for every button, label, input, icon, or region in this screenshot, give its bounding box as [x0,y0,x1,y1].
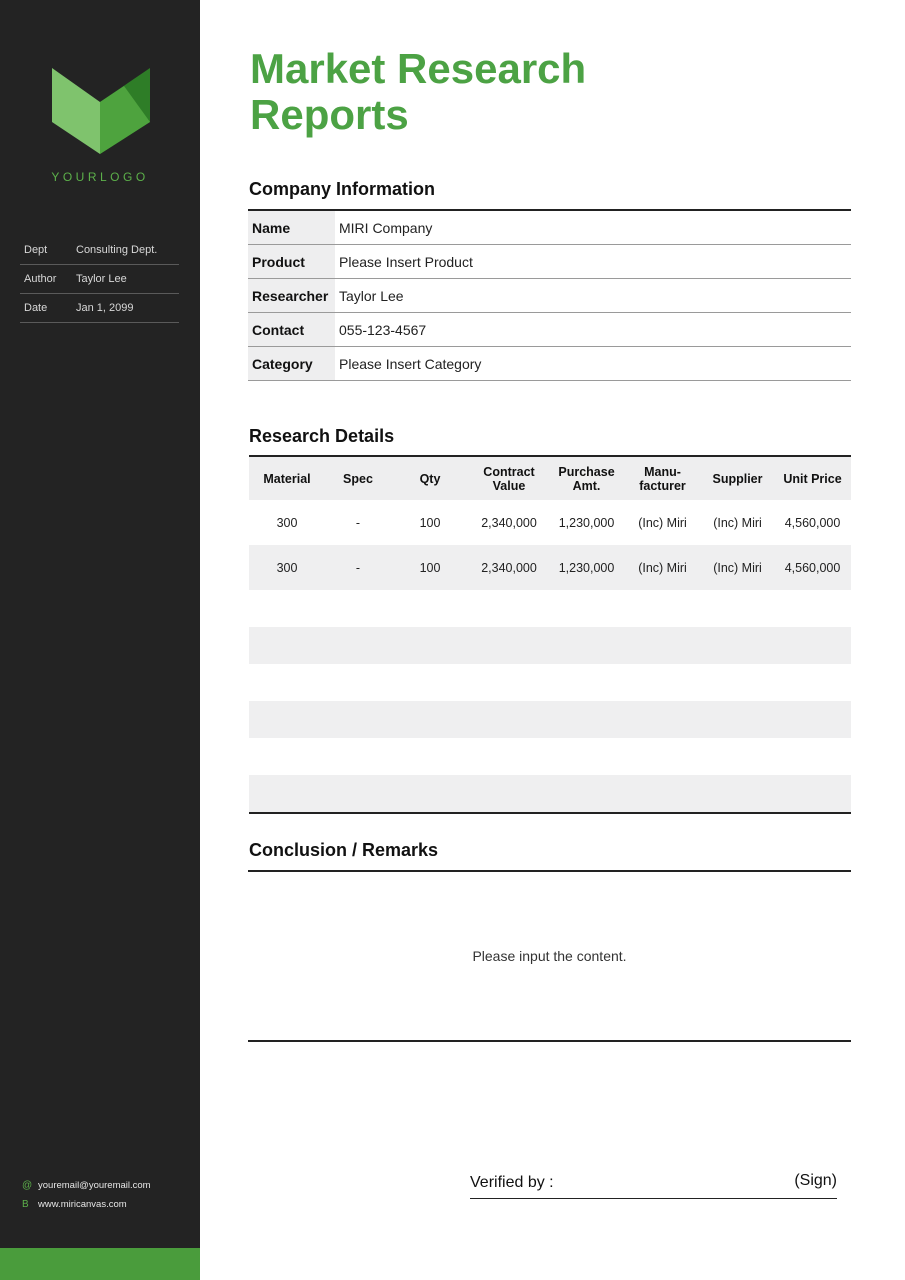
web-icon: B [22,1199,29,1210]
table-cell: 100 [419,515,441,530]
column-header: Contract Value [483,464,535,493]
table-cell: (Inc) Miri [713,515,762,530]
table-cell: - [355,560,361,575]
info-row-contact [248,313,851,347]
remarks-content: Please input the content. [472,948,627,964]
empty-row [249,775,851,812]
footer-accent-bar [0,1248,200,1280]
column-header: Qty [419,471,441,486]
column-header: Manu- facturer [639,464,686,493]
document-meta [20,236,179,323]
research-details-heading: Research Details [249,426,395,446]
info-label: Category [248,347,335,380]
table-header [249,457,851,500]
table-cell: 100 [419,560,441,575]
meta-label: Author [24,273,57,285]
email-text: youremail@youremail.com [38,1180,151,1191]
title-line-1: Market Research [250,45,587,92]
verification-line [470,1170,837,1199]
sign-label: (Sign) [794,1172,837,1189]
table-cell: 4,560,000 [784,515,841,530]
contact-website [22,1195,151,1214]
info-label: Name [248,211,335,244]
meta-value: Consulting Dept. [76,244,158,256]
table-cell: 2,340,000 [481,515,537,530]
email-icon: @ [22,1180,33,1191]
meta-value: Taylor Lee [76,273,127,285]
table-cell: (Inc) Miri [638,560,687,575]
page-title [250,46,586,138]
meta-value: Jan 1, 2099 [76,302,134,314]
table-cell: 300 [276,515,298,530]
column-header: Unit Price [783,471,842,486]
table-spacer [249,590,851,627]
table-cell: - [355,515,361,530]
column-header: Purchase Amt. [558,464,615,493]
info-label: Contact [248,313,335,346]
contact-info [22,1176,151,1214]
table-cell: (Inc) Miri [638,515,687,530]
contact-email [22,1176,151,1195]
meta-row-dept [20,236,179,265]
column-header: Supplier [712,471,763,486]
table-cell: 4,560,000 [784,560,841,575]
info-row-researcher [248,279,851,313]
table-row [249,545,851,590]
website-text: www.miricanvas.com [38,1199,127,1210]
empty-row [249,664,851,701]
table-cell: 2,340,000 [481,560,537,575]
info-row-category [248,347,851,381]
info-value: Please Insert Product [339,253,473,270]
empty-row [249,627,851,664]
info-value: Taylor Lee [339,287,404,304]
table-row [249,500,851,545]
meta-row-author [20,265,179,294]
info-label: Product [248,245,335,278]
table-cell: (Inc) Miri [713,560,762,575]
verified-by-label: Verified by : [470,1174,554,1191]
title-line-2: Reports [250,91,409,138]
company-info-heading: Company Information [249,179,436,199]
info-row-name [248,211,851,245]
info-row-product [248,245,851,279]
remarks-heading: Conclusion / Remarks [249,840,439,860]
table-cell: 1,230,000 [558,515,615,530]
company-info-table [248,209,851,381]
info-label: Researcher [248,279,335,312]
meta-label: Dept [24,244,48,256]
meta-row-date [20,294,179,323]
info-value: MIRI Company [339,219,433,236]
logo-text: YOURLOGO [51,170,149,184]
table-cell: 1,230,000 [558,560,615,575]
empty-row [249,701,851,738]
research-details-table [249,455,851,814]
remarks-box [248,870,851,1042]
logo-icon [52,68,150,154]
empty-row [249,738,851,775]
table-cell: 300 [276,560,298,575]
meta-label: Date [24,302,48,314]
column-header: Spec [343,471,373,486]
info-value: 055-123-4567 [339,321,427,338]
sidebar [0,0,200,1280]
column-header: Material [263,471,311,486]
info-value: Please Insert Category [339,355,482,372]
